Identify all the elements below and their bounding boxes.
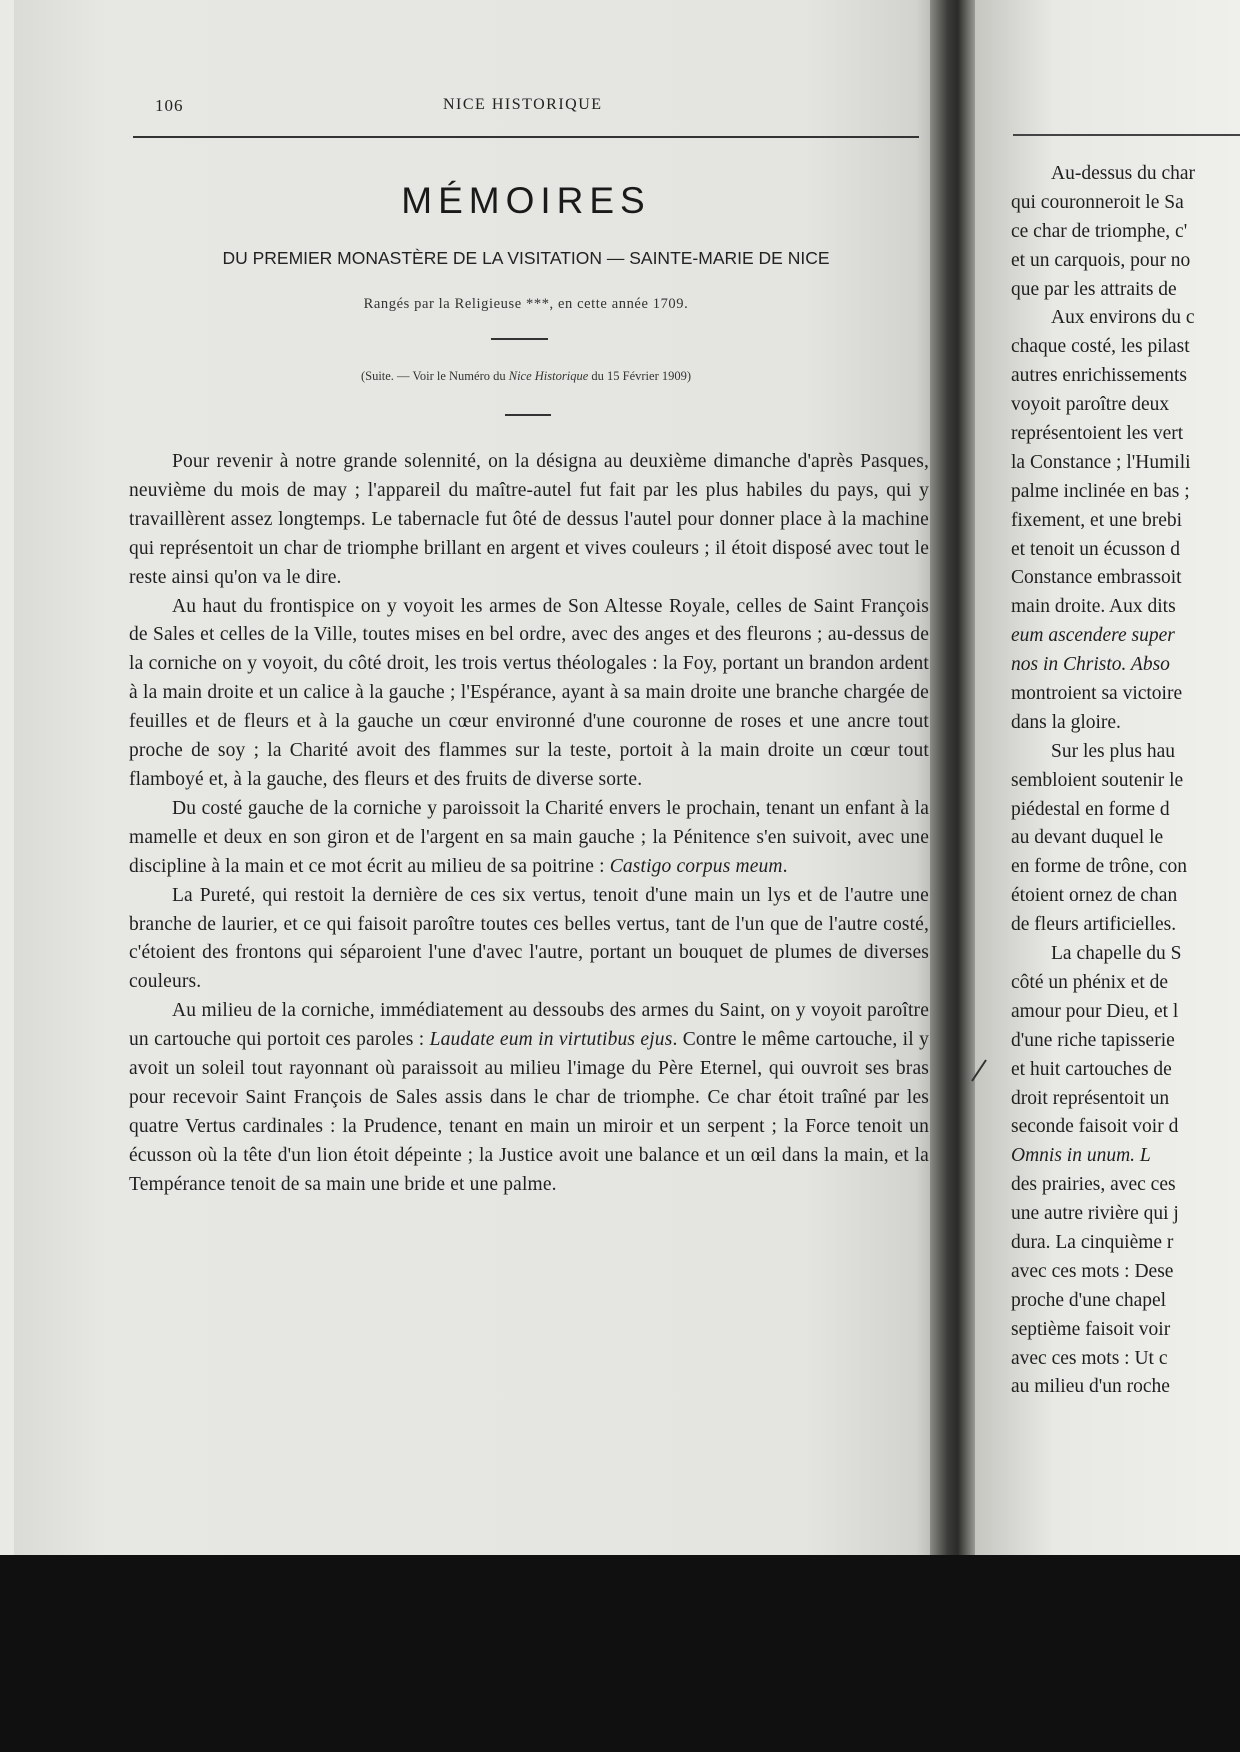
right-page-line: proche d'une chapel bbox=[1011, 1289, 1167, 1311]
right-page-header-rule bbox=[1013, 134, 1240, 136]
right-page-line: Aux environs du c bbox=[1051, 307, 1195, 329]
paragraph bbox=[129, 997, 929, 1199]
right-page-line: nos in Christo. Abso bbox=[1011, 654, 1170, 676]
paragraph bbox=[129, 448, 929, 593]
continuation-prefix: (Suite. — Voir le Numéro du bbox=[360, 369, 509, 383]
right-page-line: amour pour Dieu, et l bbox=[1011, 1000, 1179, 1022]
paragraph bbox=[129, 882, 929, 998]
book-gutter bbox=[930, 0, 980, 1560]
right-page-line: et huit cartouches de bbox=[1011, 1058, 1172, 1080]
right-page-line: qui couronneroit le Sa bbox=[1011, 191, 1184, 213]
continuation-suffix: du 15 Février 1909) bbox=[588, 369, 692, 383]
right-page-line: côté un phénix et de bbox=[1011, 971, 1169, 993]
paragraph-text: . Contre le même cartouche, il y avoit un soleil tout rayonnant où paraissoit au milieu l'image du Père Eternel, qui ouvroit ses bras pour recevoir Saint François de Sales assis dans le char de triomphe. Ce char étoit traîné par les quatre Vertus cardinales : la Prudence, tenant en main un miroir et un serpent ; la Force tenoit un écusson où la tête d'un lion étoit dépeinte ; la Justice avoit une balance et un œil dans la main, et la Tempérance tenoit de sa main une bride et une palme. bbox=[129, 1029, 929, 1195]
right-page-line: droit représentoit un bbox=[1011, 1087, 1170, 1109]
right-page-line: Omnis in unum. L bbox=[1011, 1145, 1151, 1167]
right-page-line: dans la gloire. bbox=[1011, 711, 1121, 733]
separator-rule bbox=[505, 414, 551, 416]
right-page-line: Au-dessus du char bbox=[1051, 163, 1196, 184]
right-page-line: au devant duquel le bbox=[1011, 827, 1164, 849]
right-page-text bbox=[1011, 160, 1240, 1402]
right-page-line: Sur les plus hau bbox=[1051, 740, 1176, 762]
paragraph bbox=[129, 593, 929, 795]
paragraph-text: Au haut du frontispice on y voyoit les armes de Son Altesse Royale, celles de Saint François de Sales et celles de la Ville, toutes mises en bel ordre, avec des anges et des fleurons ; au-dessus de la corniche on y voyoit, du côté droit, les trois vertus théologales : la Foy, portant un brandon ardent à la main droite et un calice à la gauche ; l'Espérance, ayant à sa main droite une branche chargée de feuilles et de fleurs et à la gauche un cœur environné d'une couronne de roses et une ancre tout proche de soy ; la Charité avoit des flammes sur la teste, portoit à la main droite un cœur tout flamboyé et, à la gauche, des fleurs et des fruits de diverse sorte. bbox=[129, 595, 929, 790]
right-page-line: Constance embrassoit bbox=[1011, 567, 1182, 589]
right-page-line: seconde faisoit voir d bbox=[1011, 1116, 1179, 1138]
paragraph-text: . bbox=[782, 855, 788, 877]
right-page-line: avec ces mots : Dese bbox=[1011, 1260, 1174, 1282]
scanner-bed bbox=[0, 1555, 1240, 1752]
article-body bbox=[129, 448, 929, 1200]
right-page-line: et un carquois, pour no bbox=[1011, 249, 1191, 271]
paragraph-text: La Pureté, qui restoit la dernière de ces six vertus, tenoit d'une main un lys et de l'autre une branche de laurier, et ce qui faisoit paroître toutes ces belles vertus, tant de l'un que de l'autre costé, c'étoient des frontons qui séparoient l'une d'avec l'autre, portant un bouquet de plumes de diverses couleurs. bbox=[129, 884, 929, 993]
right-page-line: main droite. Aux dits bbox=[1011, 596, 1176, 618]
right-page-line: palme inclinée en bas ; bbox=[1011, 480, 1190, 502]
right-page-line: chaque costé, les pilast bbox=[1011, 336, 1190, 358]
right-page-line: fixement, et une brebi bbox=[1011, 509, 1183, 531]
latin-quote: Laudate eum in virtutibus ejus bbox=[429, 1029, 673, 1051]
right-page-line: avec ces mots : Ut c bbox=[1011, 1347, 1168, 1369]
right-page-line: et tenoit un écusson d bbox=[1011, 538, 1180, 560]
right-page-line: que par les attraits de bbox=[1011, 278, 1177, 300]
separator-rule bbox=[491, 338, 548, 340]
right-page-line: sembloient soutenir le bbox=[1011, 769, 1184, 791]
right-page-line: voyoit paroître deux bbox=[1011, 394, 1170, 416]
running-head: NICE HISTORIQUE bbox=[443, 96, 603, 113]
right-page-line: montroient sa victoire bbox=[1011, 683, 1183, 705]
right-page-line: représentoient les vert bbox=[1011, 423, 1184, 445]
article-subtitle: DU PREMIER MONASTÈRE DE LA VISITATION — SAINTE-MARIE DE NICE bbox=[222, 248, 830, 268]
paragraph-text: Pour revenir à notre grande solennité, on la désigna au deuxième dimanche d'après Pasques, neuvième du mois de may ; l'appareil du maître-autel fut fait par les plus habiles du pays, qui y travaillèrent assez longtemps. Le tabernacle fut ôté de dessus l'autel pour donner place à la machine qui représentoit un char de triomphe brillant en argent et vives couleurs ; il étoit disposé avec tout le reste ainsi qu'on va le dire. bbox=[129, 451, 929, 588]
latin-quote: Castigo corpus meum bbox=[609, 855, 783, 877]
page-header bbox=[155, 96, 925, 120]
right-page-line: une autre rivière qui j bbox=[1011, 1203, 1179, 1225]
paragraph-text: Au milieu de la corniche, immédiatement au dessoubs des armes du Saint, on y voyoit paroître un cartouche qui portoit ces paroles : bbox=[129, 1000, 929, 1051]
right-page-line: dura. La cinquième r bbox=[1011, 1231, 1174, 1253]
continuation-note bbox=[133, 369, 919, 384]
header-rule bbox=[133, 136, 919, 138]
right-page-line: d'une riche tapisserie bbox=[1011, 1029, 1175, 1051]
paragraph bbox=[129, 795, 929, 882]
right-page-line: des prairies, avec ces bbox=[1011, 1174, 1176, 1196]
right-page-line: septième faisoit voir bbox=[1011, 1318, 1171, 1340]
right-page-line: de fleurs artificielles. bbox=[1011, 914, 1177, 936]
article-byline: Rangés par la Religieuse ***, en cette année 1709. bbox=[363, 296, 689, 312]
right-page-line: en forme de trône, con bbox=[1011, 856, 1187, 878]
journal-name: Nice Historique bbox=[508, 369, 589, 383]
right-page-line: piédestal en forme d bbox=[1011, 798, 1170, 820]
right-page-line: la Constance ; l'Humili bbox=[1011, 451, 1191, 473]
right-page-line: autres enrichissements bbox=[1011, 365, 1187, 387]
right-page-line: étoient ornez de chan bbox=[1011, 885, 1178, 907]
article-title: MÉMOIRES bbox=[401, 180, 651, 221]
right-page-line: au milieu d'un roche bbox=[1011, 1376, 1170, 1398]
right-page-line: La chapelle du S bbox=[1051, 943, 1182, 965]
right-page bbox=[975, 0, 1240, 1560]
page-number: 106 bbox=[155, 96, 184, 115]
right-page-line: eum ascendere super bbox=[1011, 625, 1175, 647]
right-page-line: ce char de triomphe, c' bbox=[1011, 220, 1188, 242]
paragraph-text: Du costé gauche de la corniche y paroissoit la Charité envers le prochain, tenant un enfant à la mamelle et deux en son giron et de l'argent en sa main gauche ; la Pénitence s'en suivoit, avec une discipline à la main et ce mot écrit au milieu de sa poitrine : bbox=[129, 797, 929, 877]
pencil-mark bbox=[966, 1057, 994, 1085]
